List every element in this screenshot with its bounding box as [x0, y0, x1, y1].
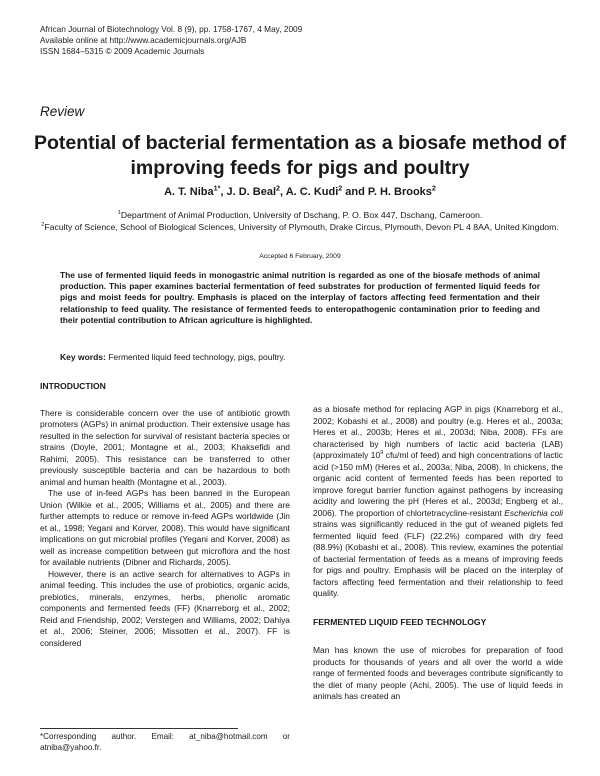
- text-run: as a biosafe method for replacing AGP in pigs (Knarreborg et al., 2002; Kobashi et al., 2008) and poultry (e.g. Heres et al., 2003a; Heres et al., 2003b; Heres et al., 2003d; Niba, 2008). FFs are characterised by high numbers of lactic acid bacteria (LAB) (approximately 10: [313, 404, 563, 460]
- affiliation-mark: 1: [117, 210, 121, 217]
- journal-url: Available online at http://www.academicjournals.org/AJB: [40, 35, 247, 45]
- accepted-date: Accepted 6 February, 2009: [259, 253, 341, 260]
- article-title: Potential of bacterial fermentation as a biosafe method of improving feeds for pigs and poultry: [33, 132, 566, 179]
- author-name: and P. H. Brooks: [342, 186, 432, 198]
- author-name: , J. D. Beal: [220, 186, 277, 198]
- affiliation-mark: 2: [41, 221, 45, 228]
- right-paragraph-2: Man has known the use of microbes for preparation of food products for thousands of years and all over the world a wide range of fermented foods and beverages contribute significantly to the diet of many people (Achi, 2005). The use of liquid feeds in animals has created an: [313, 645, 563, 701]
- author-name: A. T. Niba: [164, 186, 214, 198]
- author-affiliation-mark: 2: [431, 184, 436, 193]
- journal-issn: ISSN 1684–5315 © 2009 Academic Journals: [40, 46, 205, 56]
- keywords: [60, 352, 540, 362]
- journal-header: [40, 24, 302, 57]
- fermented-feed-heading: FERMENTED LIQUID FEED TECHNOLOGY: [313, 616, 487, 627]
- affiliation-1: [40, 210, 560, 222]
- affiliation-text: Department of Animal Production, University of Dschang, P. O. Box 447, Dschang, Cameroon.: [120, 210, 483, 220]
- corresponding-author-footnote: *Corresponding author. Email: at_niba@hotmail.com or atniba@yahoo.fr.: [40, 732, 290, 752]
- abstract: The use of fermented liquid feeds in monogastric animal nutrition is regarded as one of the biosafe methods of animal production. This paper examines bacterial fermentation of feed substrates for production of fermented liquid feeds for pigs and moist feeds for poultry. Emphasis is placed on the interplay of factors affecting feed fermentation and their relationship to feed quality. The resistance of fermented feeds to enteropathogenic contamination prior to feeding and their potential contribution to African agriculture is highlighted.: [60, 270, 540, 325]
- exponent: 9: [380, 450, 384, 457]
- introduction-heading: INTRODUCTION: [40, 381, 106, 391]
- author-name: , A. C. Kudi: [280, 186, 339, 198]
- journal-citation: African Journal of Biotechnology Vol. 8 (9), pp. 1758-1767, 4 May, 2009: [40, 24, 303, 34]
- affiliations: [40, 210, 560, 233]
- footnote-divider: [40, 728, 238, 729]
- species-name: Escherichia coli: [504, 507, 563, 518]
- left-column: [40, 381, 290, 649]
- intro-paragraph-1: There is considerable concern over the use of antibiotic growth promoters (AGPs) in animal production. Their extensive usage has resulted in the selection for survival of resistant bacteria species or strains (Doyle, 2001; Montagne et al., 2003; Khaksefidi and Rahimi, 2005). This resistance can be transferred to other previously susceptible bacteria and can be hazardous to both animal and human health (Montagne et al., 2003).: [40, 407, 290, 487]
- author-affiliation-mark: 2: [276, 184, 280, 193]
- intro-paragraph-3: However, there is an active search for alternatives to AGPs in animal feeding. This includes the use of probiotics, organic acids, prebiotics, minerals, enzymes, herbs, phenolic aromatic components and fermented feeds (FF) (Knarreborg et al., 2002; Reid and Friendship, 2002; Verstegen and Williams, 2002; Dahiya et al., 2006; Steiner, 2006; Missotten et al., 2007). FF is considered: [40, 568, 290, 648]
- affiliation-text: Faculty of Science, School of Biological Sciences, University of Plymouth, Drake Circus, Plymouth, Devon PL 4 8AA, United Kingdom.: [44, 221, 559, 232]
- author-affiliation-mark: 2: [338, 184, 343, 193]
- article-type: Review: [40, 104, 85, 119]
- text-run: strains was significantly reduced in the gut of weaned piglets fed fermented liquid feed (FLF) (22.2%) compared with dry feed (88.9%) (Kobashi et al., 2008). This review, examines the potential of bacterial fermentation of feeds as a means of improving feeds for pigs and poultry. Emphasis will be placed on the interplay of factors affecting feed fermentation and their relationship to feed quality.: [313, 519, 563, 598]
- affiliation-2: [40, 222, 560, 234]
- keywords-text: Fermented liquid feed technology, pigs, poultry.: [105, 352, 286, 362]
- right-paragraph-1: [313, 404, 563, 600]
- intro-paragraph-2: The use of in-feed AGPs has been banned in the European Union (Wilkie et al., 2005; Williams et al., 2005) and there are further attempts to reduce or remove in-feed AGPs worldwide (Jin et al., 1998; Yegani and Korver, 2008). This would have significant implications on gut microbial profiles (Yegani and Korver, 2008) as well as increase competition between gut microflora and the host for available nutrients (Dibner and Richards, 2005).: [40, 488, 290, 567]
- text-run: cfu/ml of feed) and high concentrations of lactic acid (>150 mM) (Heres et al., 2003a; Niba, 2008). In chickens, the organic acid content of fermented feeds has been reported to improve foregut barrier function against pathogens by increasing acidity and lowering the pH (Heres et al., 2003d; Engberg et al., 2006). The proportion of chlortetracycline-resistant: [313, 450, 563, 518]
- author-affiliation-mark: 1*: [213, 184, 221, 193]
- keywords-label: Key words:: [60, 352, 106, 362]
- author-list: [30, 186, 570, 198]
- right-column: [313, 404, 563, 703]
